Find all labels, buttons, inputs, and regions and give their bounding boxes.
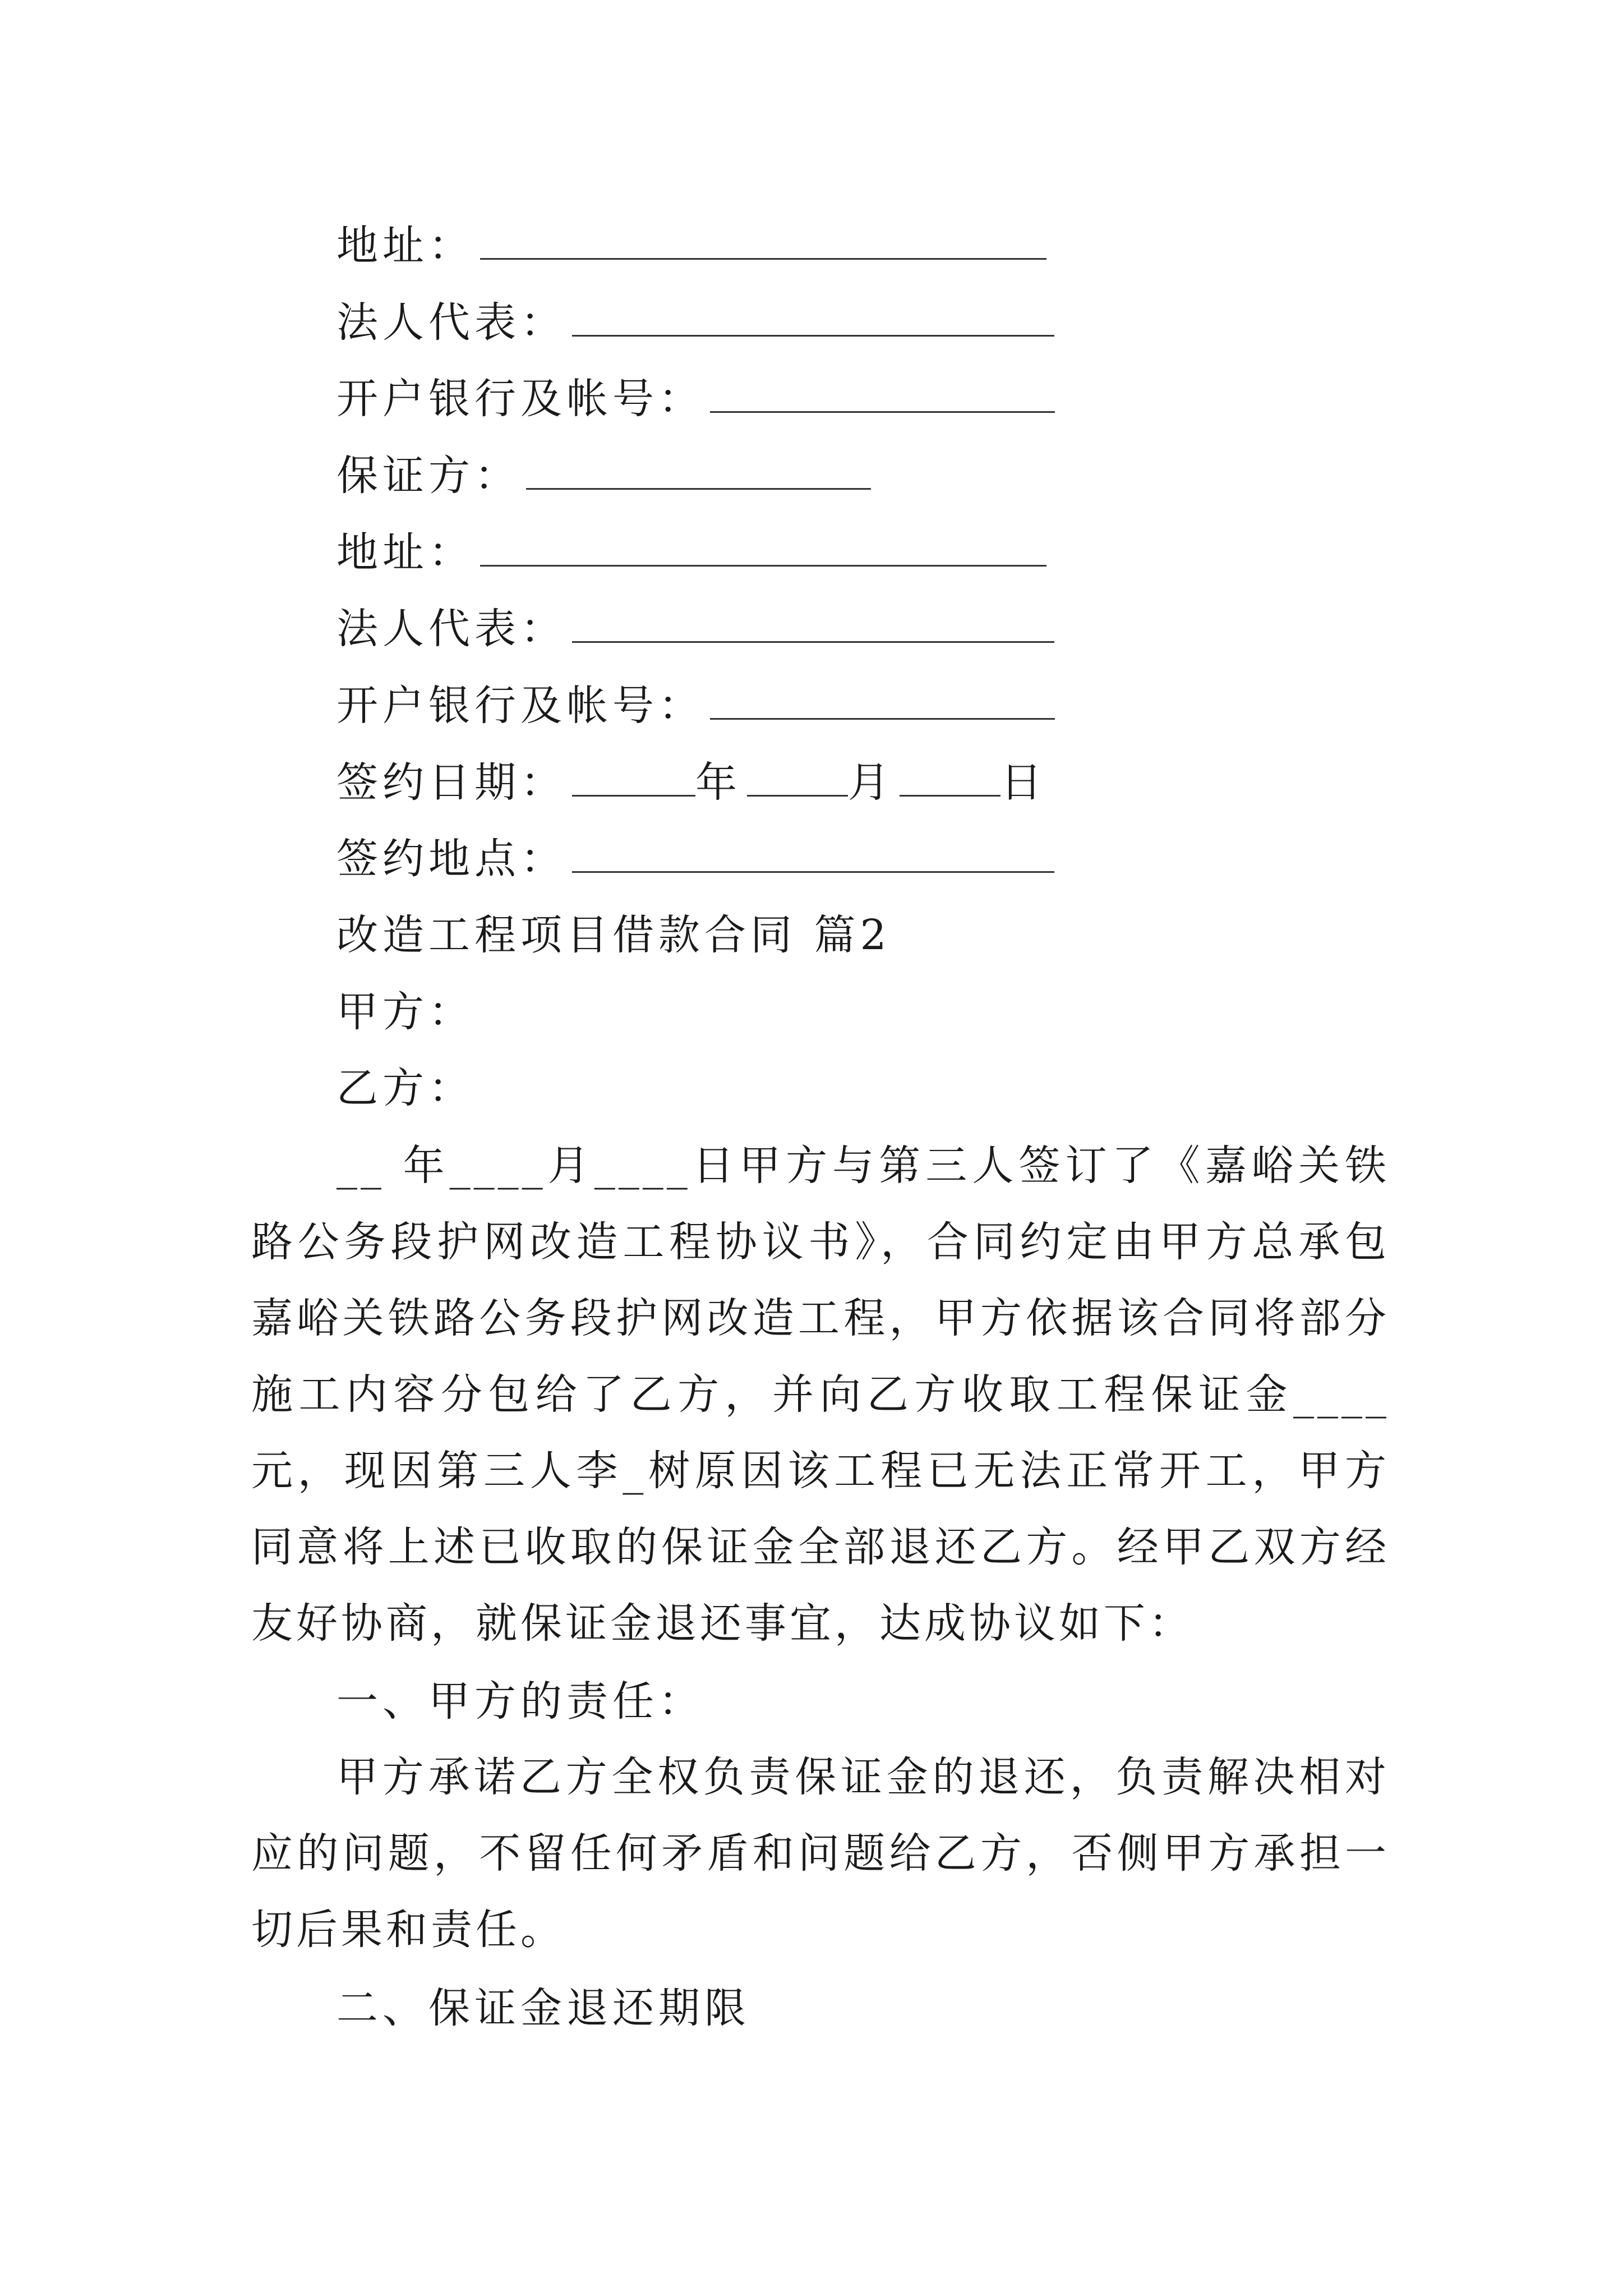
party-a-legal-rep-row [336, 298, 1054, 347]
party-a-address-label: 地址： [336, 222, 474, 270]
signing-month-label: 月 [848, 758, 894, 807]
guarantor-bank-label: 开户银行及帐号： [336, 682, 704, 730]
signing-place-blank [572, 838, 1054, 873]
party-a-legal-rep-blank [572, 301, 1054, 337]
party-a-address-blank [480, 224, 1046, 260]
section-1-title: 一、甲方的责任： [336, 1677, 704, 1726]
signing-day-label: 日 [1000, 758, 1046, 807]
signing-place-row [336, 835, 1054, 883]
party-a-address-row [336, 222, 1046, 270]
guarantor-bank-row [336, 682, 1055, 730]
guarantor-address-label: 地址： [336, 528, 474, 577]
contract-2-party-a: 甲方： [336, 988, 474, 1036]
party-a-bank-label: 开户银行及帐号： [336, 375, 704, 423]
guarantor-label: 保证方： [336, 452, 520, 500]
guarantor-bank-blank [710, 684, 1055, 720]
signing-place-label: 签约地点： [336, 835, 566, 883]
signing-year-blank [572, 761, 695, 797]
signing-date-label: 签约日期： [336, 758, 566, 807]
guarantor-address-row [336, 528, 1046, 577]
signing-year-label: 年 [695, 758, 741, 807]
guarantor-address-blank [480, 531, 1046, 567]
guarantor-row [336, 452, 871, 500]
guarantor-legal-rep-label: 法人代表： [336, 605, 566, 653]
section-1-body: 甲方承诺乙方全权负责保证金的退还，负责解决相对应的问题，不留任何矛盾和问题给乙方，否侧甲方承担一切后果和责任。 [251, 1753, 1390, 1954]
guarantor-legal-rep-blank [572, 608, 1054, 643]
signing-month-blank [747, 761, 848, 797]
contract-2-intro-paragraph: __ 年____月____日甲方与第三人签订了《嘉峪关铁路公务段护网改造工程协议书》，合同约定由甲方总承包嘉峪关铁路公务段护网改造工程，甲方依据该合同将部分施工内容分包给了乙方，并向乙方收取工程保证金____元，现因第三人李_树原因该工程已无法正常开工，甲方同意将上述已收取的保证金全部退还乙方。经甲乙双方经友好协商，就保证金退还事宜，达成协议如下： [251, 1142, 1390, 1648]
signing-day-blank [900, 761, 1000, 797]
contract-2-party-b: 乙方： [336, 1064, 474, 1112]
party-a-bank-row [336, 375, 1055, 423]
signing-date-row [336, 758, 1046, 807]
guarantor-blank [526, 454, 871, 490]
guarantor-legal-rep-row [336, 605, 1054, 653]
section-2-title: 二、保证金退还期限 [336, 1984, 750, 2032]
contract-2-title: 改造工程项目借款合同 篇2 [336, 911, 891, 959]
party-a-legal-rep-label: 法人代表： [336, 298, 566, 347]
party-a-bank-blank [710, 378, 1055, 413]
